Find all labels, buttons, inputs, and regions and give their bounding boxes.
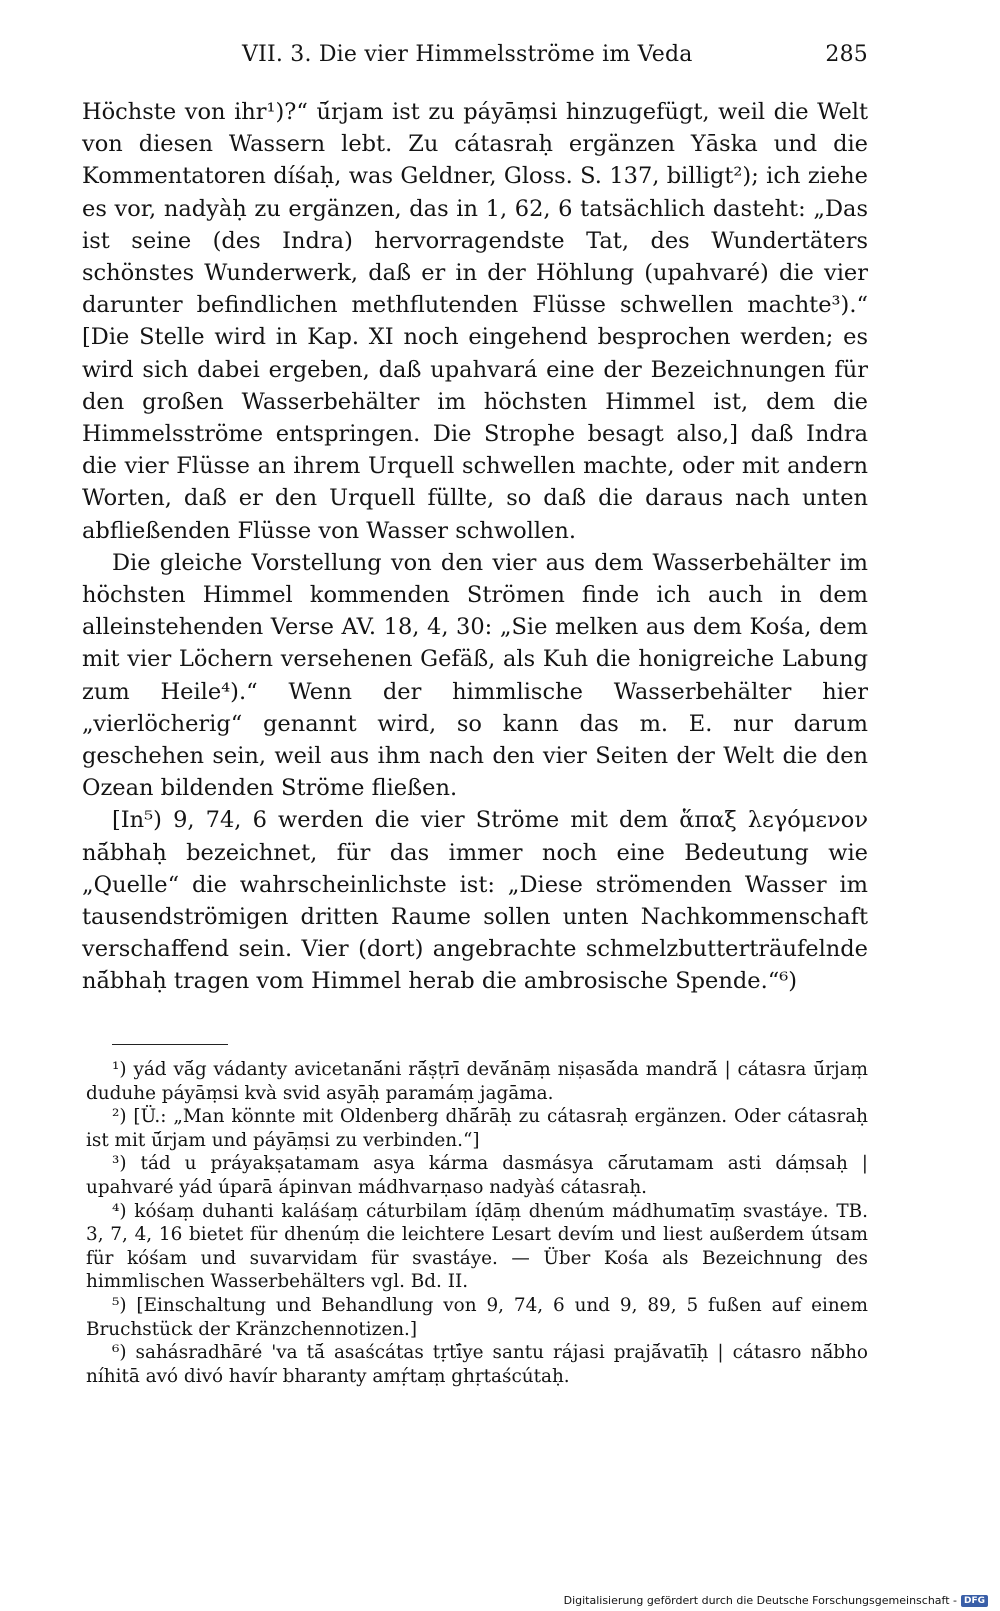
footnotes [86,1058,868,1388]
digitization-credit [564,1594,988,1607]
page-number: 285 [825,42,868,67]
main-text [82,96,868,998]
paragraph-1: Höchste von ihr¹)?“ ū́rjam ist zu páyāṃsi hinzugefügt, weil die Welt von diesen Wassern lebt. Zu cátasraḥ ergänzen Yāska und die Kommentatoren díśaḥ, was Geldner, Gloss. S. 137, billigt²); ich ziehe es vor, nadyàḥ zu ergänzen, das in 1, 62, 6 tatsächlich dasteht: „Das ist seine (des Indra) hervorragendste Tat, des Wundertäters schönstes Wunderwerk, daß er in der Höhlung (upahvaré) die vier darunter befindlichen methflutenden Flüsse schwellen machte³).“ [Die Stelle wird in Kap. XI noch eingehend besprochen werden; es wird sich dabei ergeben, daß upahvará eine der Bezeichnungen für den großen Wasserbehälter im höchsten Himmel ist, dem die Himmelsströme entspringen. Die Strophe besagt also,] daß Indra die vier Flüsse an ihrem Urquell schwellen machte, oder mit andern Worten, daß er den Urquell füllte, so daß die daraus nach unten abfließenden Flüsse von Wasser schwollen. [82,99,868,544]
footnote-separator [112,1044,228,1045]
footnote-1: ¹) yád vā́g vádanty avicetanā́ni rā́ṣṭrī devā́nāṃ niṣasā́da mandrā́ | cátasra ū́rjaṃ duduhe páyāṃsi kvà svid asyāḥ paramáṃ jagāma. [86,1059,868,1104]
dfg-logo: DFG [961,1595,988,1607]
footnote-6: ⁶) sahásradhāré 'va tā́ asaścátas tṛtī́ye santu rájasi prajā́vatīḥ | cátasro nā́bho níhitā avó divó havír bharanty amṛ́taṃ ghṛtaścútaḥ. [86,1342,868,1387]
footnote-4: ⁴) kóśaṃ duhanti kaláśaṃ cáturbilam íḍāṃ dhenúm mádhumatīṃ svastáye. TB. 3, 7, 4, 16 bietet für dhenúṃ die leichtere Lesart devím und liest außerdem útsam für kóśam und suvarvidam für svastáye. — Über Kośa als Bezeichnung des himmlischen Wasserbehälters vgl. Bd. II. [86,1200,868,1293]
footnote-5: ⁵) [Einschaltung und Behandlung von 9, 74, 6 und 9, 89, 5 fußen auf einem Bruchstück der Kränzchennotizen.] [86,1294,868,1340]
footnote-3: ³) tád u práyakṣatamam asya kárma dasmásya cā́rutamam asti dáṃsaḥ | upahvaré yád úparā ápinvan mádhvarṇaso nadyàś cátasraḥ. [86,1153,868,1198]
running-header [82,42,868,76]
paragraph-2: Die gleiche Vorstellung von den vier aus dem Wasserbehälter im höchsten Himmel kommenden Strömen finde ich auch in dem alleinstehenden Verse AV. 18, 4, 30: „Sie melken aus dem Kośa, dem mit vier Löchern versehenen Gefäß, als Kuh die honigreiche Labung zum Heile⁴).“ Wenn der himmlische Wasserbehälter hier „vierlöcherig“ genannt wird, so kann das m. E. nur darum geschehen sein, weil aus ihm nach den vier Seiten der Welt die den Ozean bildenden Ströme fließen. [82,549,868,802]
chapter-title: VII. 3. Die vier Himmelsströme im Veda [242,42,693,67]
credit-text: Digitalisierung gefördert durch die Deutsche Forschungsgemeinschaft - [563,1594,957,1607]
footnote-2: ²) [Ü.: „Man könnte mit Oldenberg dhā́rāḥ zu cátasraḥ ergänzen. Oder cátasraḥ ist mit ū́rjam und páyāṃsi zu verbinden.“] [86,1106,868,1151]
paragraph-3: [In⁵) 9, 74, 6 werden die vier Ströme mit dem ἅπαξ λεγόμενον nā́bhaḥ bezeichnet, für das immer noch eine Bedeutung wie „Quelle“ die wahrscheinlichste ist: „Diese strömenden Wasser im tausendströmigen dritten Raume sollen unten Nachkommenschaft verschaffend sein. Vier (dort) angebrachte schmelzbutterträufelnde nā́bhaḥ tragen vom Himmel herab die ambrosische Spende.“⁶) [82,807,868,995]
